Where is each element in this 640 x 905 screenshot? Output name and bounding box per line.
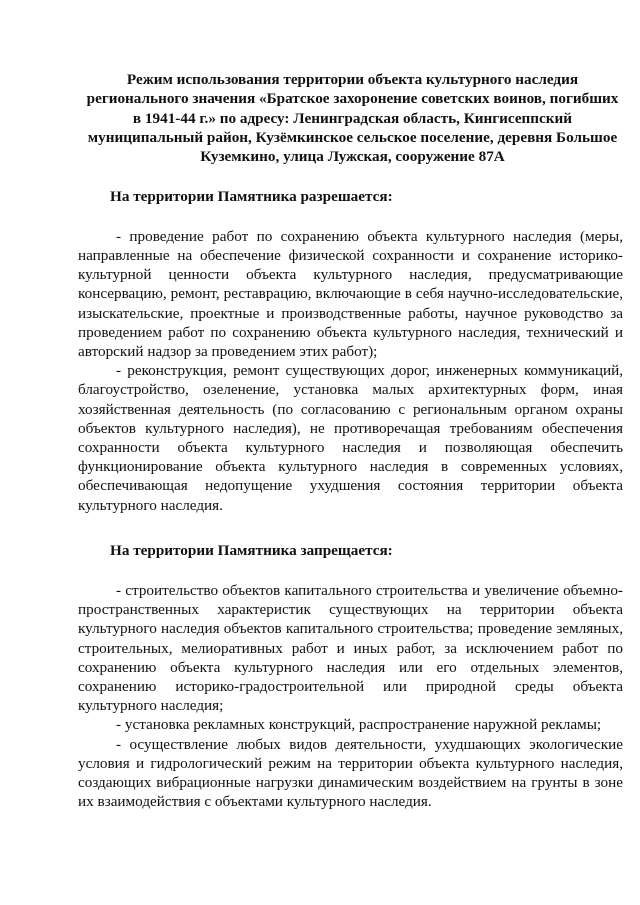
prohibited-item: - строительство объектов капитального строительства и увеличение объемно-пространственных характеристик существующих на территории объекта культурного наследия объектов капитального строительства; проведение земляных, строительных, мелиоративных работ и иных работ, за исключением работ по сохранению объекта культурного наследия или его отдельных элементов, сохранению историко-градостроительной или природной среды объекта культурного наследия; — [78, 581, 623, 715]
prohibited-item: - осуществление любых видов деятельности, ухудшающих экологические условия и гидрологический режим на территории объекта культурного наследия, создающих вибрационные нагрузки динамическим воздействием на грунты в зоне их взаимодействия с объектами культурного наследия. — [78, 735, 623, 811]
section-heading-permitted: На территории Памятника разрешается: — [110, 188, 393, 206]
prohibited-item: - установка рекламных конструкций, распространение наружной рекламы; — [116, 716, 602, 734]
permitted-list — [78, 227, 623, 515]
permitted-item: - проведение работ по сохранению объекта культурного наследия (меры, направленные на обеспечение физической сохранности и сохранение историко-культурной ценности объекта культурного наследия, предусматривающие консервацию, ремонт, реставрацию, включающие в себя научно-исследовательские, изыскательские, проектные и производственные работы, научное руководство за проведением работ по сохранению объекта культурного наследия, технический и авторский надзор за проведением этих работ); — [78, 227, 623, 360]
permitted-item: - реконструкция, ремонт существующих дорог, инженерных коммуникаций, благоустройство, озеленение, установка малых архитектурных форм, иная хозяйственная деятельность (по согласованию с региональным органом охраны объектов культурного наследия), не противоречащая требованиям обеспечения сохранности объекта культурного наследия и позволяющая обеспечить функционирование объекта культурного наследия в современных условиях, обеспечивающая недопущение ухудшения состояния территории объекта культурного наследия. — [78, 362, 623, 514]
prohibited-list — [78, 581, 623, 811]
section-heading-prohibited: На территории Памятника запрещается: — [110, 541, 393, 559]
document-page — [78, 70, 623, 811]
document-title: Режим использования территории объекта культурного наследия регионального значения «Братское захоронение советских воинов, погибших в 1941-44 г.» по адресу: Ленинградская область, Кингисеппский муниципальный район, Кузёмкинское сельское поселение, деревня Большое Куземкино, улица Лужская, сооружение 87А — [86, 71, 619, 166]
